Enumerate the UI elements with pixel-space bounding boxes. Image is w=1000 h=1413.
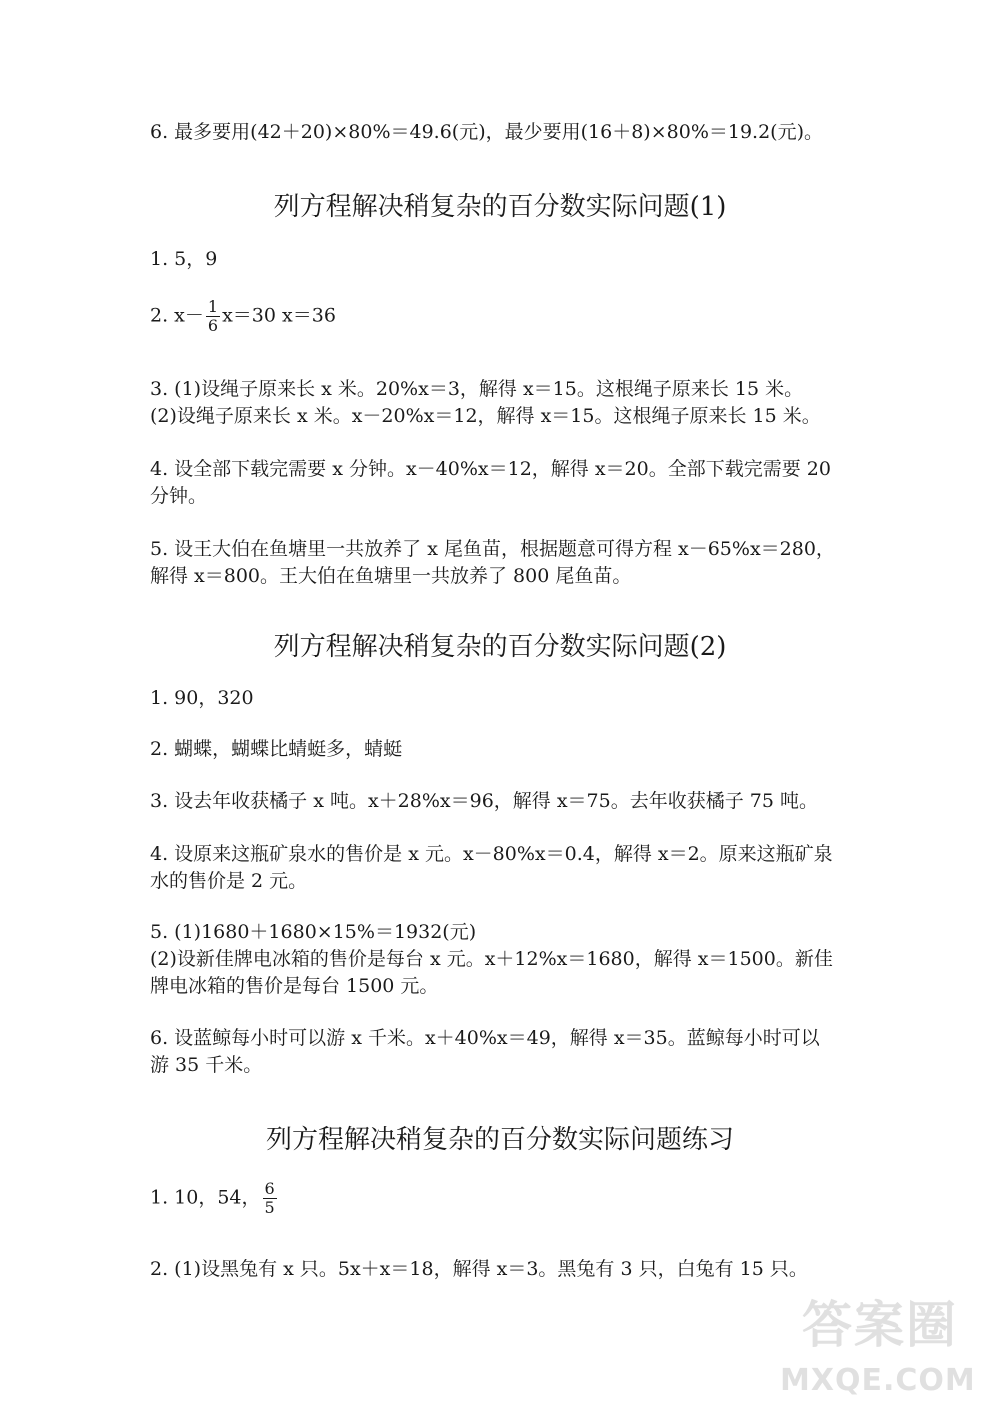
s1-answer-2: [150, 298, 336, 335]
fraction-numerator: 1: [207, 297, 219, 316]
s2-answer-5c: 牌电冰箱的售价是每台 1500 元。: [150, 975, 439, 997]
answer-line-top-6: 6. 最多要用(42＋20)×80%＝49.6(元)，最少要用(16＋8)×80%＝19.2(元)。: [150, 121, 823, 143]
section-2-title: 列方程解决稍复杂的百分数实际问题(2): [273, 632, 727, 662]
s2-answer-3: 3. 设去年收获橘子 x 吨。x＋28%x＝96，解得 x＝75。去年收获橘子 75 吨。: [150, 790, 818, 812]
s3-answer-1: [150, 1180, 279, 1217]
s2-answer-6a: 6. 设蓝鲸每小时可以游 x 千米。x＋40%x＝49，解得 x＝35。蓝鲸每小时可以: [150, 1027, 820, 1049]
s1-answer-2-post: x＝30 x＝36: [222, 304, 336, 327]
s2-answer-2: 2. 蝴蝶，蝴蝶比蜻蜓多，蜻蜓: [150, 738, 403, 760]
s2-answer-4b: 水的售价是 2 元。: [150, 870, 308, 892]
s1-answer-3b: (2)设绳子原来长 x 米。x－20%x＝12，解得 x＝15。这根绳子原来长 15 米。: [150, 405, 821, 427]
fraction-numerator: 6: [264, 1179, 275, 1198]
s1-answer-4b: 分钟。: [150, 485, 208, 507]
s2-answer-5a: 5. (1)1680＋1680×15%＝1932(元): [150, 921, 477, 943]
section-3-title: 列方程解决稍复杂的百分数实际问题练习: [265, 1125, 734, 1155]
site-watermark: [772, 1285, 982, 1405]
s3-answer-1-pre: 1. 10，54，: [150, 1186, 261, 1209]
watermark-logo-text: 答案圈: [802, 1296, 958, 1354]
s2-answer-1: 1. 90，320: [150, 687, 254, 709]
s1-answer-4a: 4. 设全部下载完需要 x 分钟。x－40%x＝12，解得 x＝20。全部下载完需要 20: [150, 458, 831, 480]
s1-answer-2-pre: 2. x－: [150, 304, 204, 327]
s1-answer-5a: 5. 设王大伯在鱼塘里一共放养了 x 尾鱼苗，根据题意可得方程 x－65%x＝280，: [150, 538, 835, 560]
s1-answer-3a: 3. (1)设绳子原来长 x 米。20%x＝3，解得 x＝15。这根绳子原来长 15 米。: [150, 378, 804, 400]
s2-answer-5b: (2)设新佳牌电冰箱的售价是每台 x 元。x＋12%x＝1680，解得 x＝1500。新佳: [150, 948, 833, 970]
watermark-domain: MXQE.COM: [780, 1363, 976, 1398]
fraction-one-sixth: [206, 298, 220, 335]
s1-answer-1: 1. 5，9: [150, 248, 218, 270]
section-1-title: 列方程解决稍复杂的百分数实际问题(1): [273, 192, 727, 222]
s2-answer-4a: 4. 设原来这瓶矿泉水的售价是 x 元。x－80%x＝0.4，解得 x＝2。原来这瓶矿泉: [150, 843, 833, 865]
fraction-denominator: 5: [264, 1198, 275, 1217]
s3-answer-2: 2. (1)设黑兔有 x 只。5x＋x＝18，解得 x＝3。黑兔有 3 只，白兔有 15 只。: [150, 1258, 808, 1280]
s1-answer-5b: 解得 x＝800。王大伯在鱼塘里一共放养了 800 尾鱼苗。: [150, 565, 632, 587]
fraction-denominator: 6: [207, 316, 219, 335]
s2-answer-6b: 游 35 千米。: [150, 1054, 263, 1076]
fraction-six-fifths: [263, 1180, 277, 1217]
